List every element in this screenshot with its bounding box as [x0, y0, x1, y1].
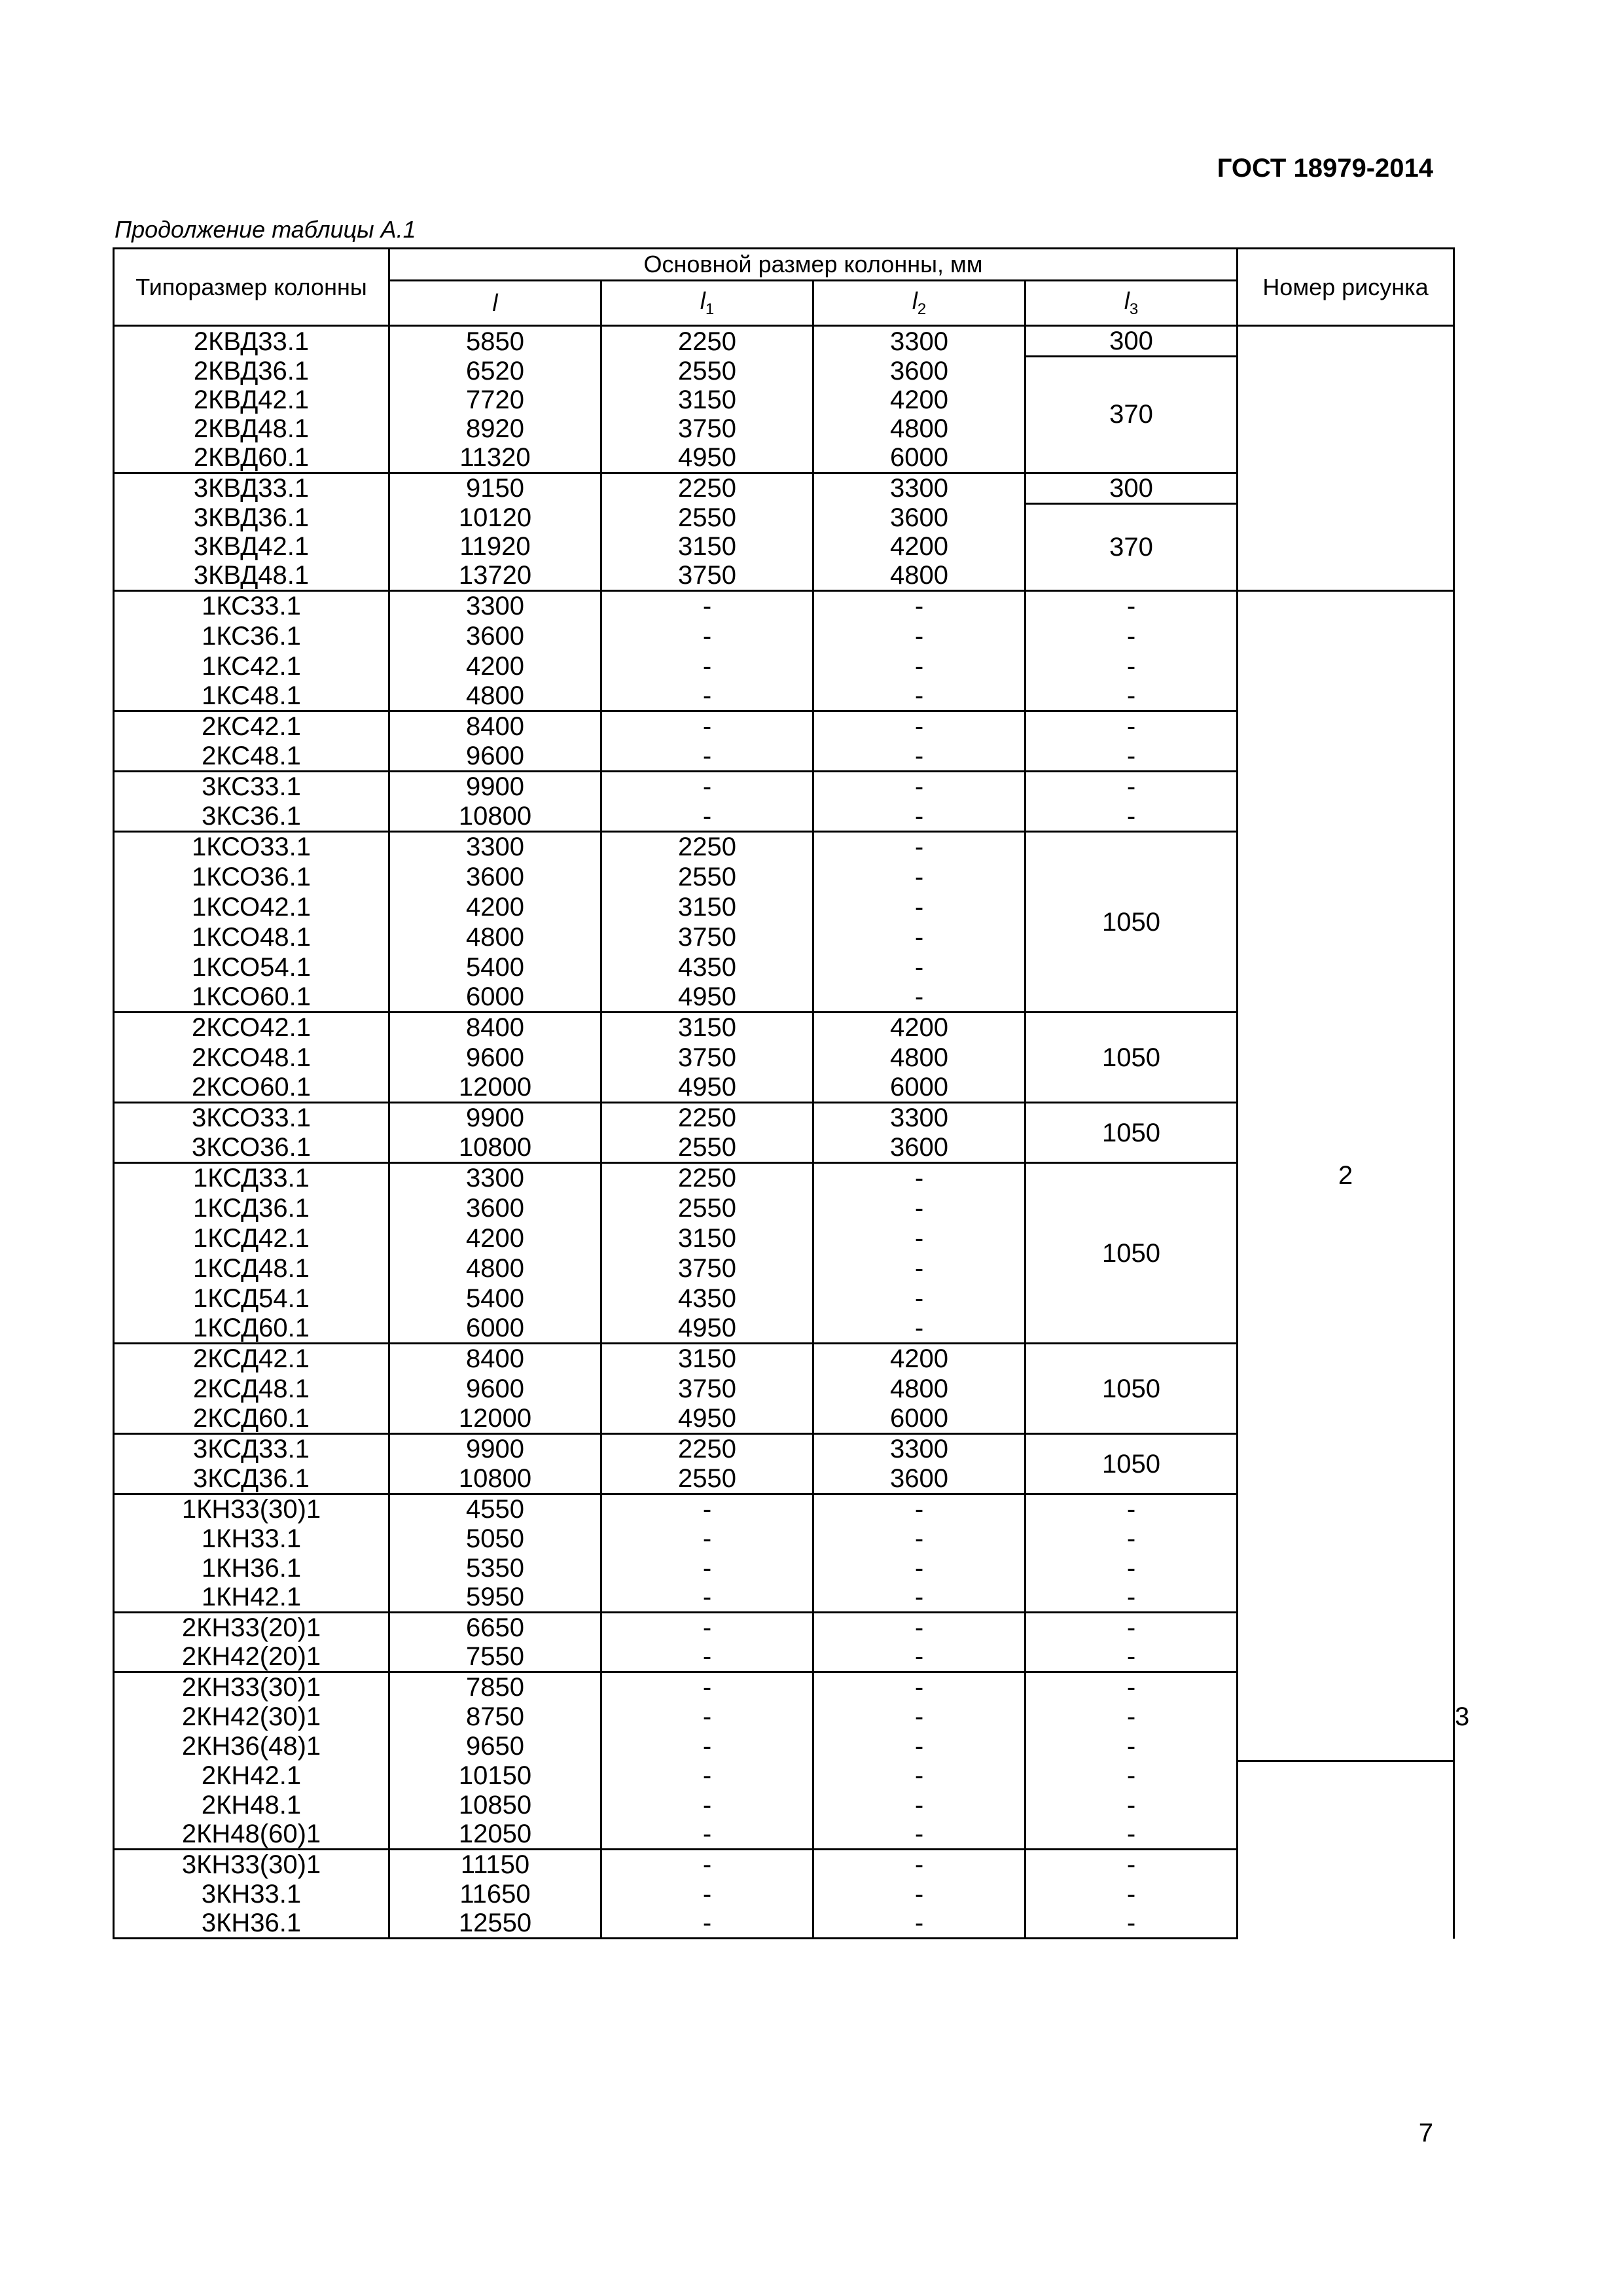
- cell-l1: -: [601, 1702, 813, 1731]
- cell-type: 2КВД60.1: [114, 443, 389, 473]
- cell-l: 10850: [389, 1790, 601, 1820]
- cell-l3: 1050: [1026, 1103, 1238, 1163]
- cell-type: 1КСД54.1: [114, 1283, 389, 1314]
- cell-l2: 4800: [813, 414, 1026, 443]
- cell-l: 3300: [389, 591, 601, 621]
- cell-l: 12550: [389, 1909, 601, 1939]
- cell-l1: -: [601, 742, 813, 772]
- cell-type: 2КСО48.1: [114, 1043, 389, 1073]
- cell-l2: -: [813, 1820, 1026, 1850]
- cell-l1: 3750: [601, 1253, 813, 1283]
- cell-l3: -: [1026, 651, 1238, 681]
- table-caption: Продолжение таблицы А.1: [115, 216, 416, 243]
- cell-type: 3КСД33.1: [114, 1434, 389, 1464]
- cell-l2: -: [813, 1314, 1026, 1344]
- cell-l3: 1050: [1026, 832, 1238, 1013]
- cell-l1: 2250: [601, 473, 813, 503]
- table-row: 1КН33(30)1 4550 - - - 3: [114, 1494, 1454, 1524]
- cell-l3: -: [1026, 711, 1238, 742]
- cell-l1: 4950: [601, 1073, 813, 1103]
- cell-l2: 3300: [813, 1103, 1026, 1133]
- cell-l: 7850: [389, 1672, 601, 1702]
- table-row: [114, 1761, 1454, 1790]
- cell-l2: -: [813, 651, 1026, 681]
- cell-l2: -: [813, 1613, 1026, 1643]
- cell-l1: -: [601, 1524, 813, 1553]
- cell-l1: 4950: [601, 982, 813, 1013]
- cell-l1: 3750: [601, 414, 813, 443]
- cell-type: 2КСД60.1: [114, 1404, 389, 1434]
- cell-l: 11650: [389, 1879, 601, 1909]
- cell-type: 2КН42(30)1: [114, 1702, 389, 1731]
- cell-l: 10800: [389, 1464, 601, 1494]
- cell-l2: -: [813, 1494, 1026, 1524]
- table-row: [114, 1790, 1454, 1820]
- cell-l2: 4200: [813, 1344, 1026, 1374]
- cell-l2: 3600: [813, 1464, 1026, 1494]
- cell-type: 1КСД42.1: [114, 1223, 389, 1253]
- cell-type: 3КС33.1: [114, 772, 389, 802]
- document-code: ГОСТ 18979-2014: [1217, 154, 1433, 183]
- cell-type: 2КВД48.1: [114, 414, 389, 443]
- label-l3: $l_3$: [1124, 287, 1139, 318]
- cell-l3: 1050: [1026, 1344, 1238, 1434]
- cell-l2: 4200: [813, 1013, 1026, 1043]
- cell-l: 12050: [389, 1820, 601, 1850]
- cell-l: 9600: [389, 742, 601, 772]
- cell-l1: 3750: [601, 561, 813, 591]
- cell-l: 8400: [389, 1344, 601, 1374]
- header-main-size: Основной размер колонны, мм: [389, 249, 1238, 281]
- cell-l1: 2250: [601, 1103, 813, 1133]
- cell-l1: -: [601, 1494, 813, 1524]
- cell-l3: -: [1026, 1494, 1238, 1524]
- cell-l3: -: [1026, 1702, 1238, 1731]
- cell-l2: -: [813, 1553, 1026, 1583]
- cell-l2: 4800: [813, 561, 1026, 591]
- cell-l1: 3150: [601, 1013, 813, 1043]
- cell-type: 2КВД42.1: [114, 386, 389, 414]
- cell-l2: -: [813, 711, 1026, 742]
- cell-l2: -: [813, 772, 1026, 802]
- cell-l: 12000: [389, 1404, 601, 1434]
- cell-type: 3КВД33.1: [114, 473, 389, 503]
- cell-l: 9900: [389, 772, 601, 802]
- cell-l3: -: [1026, 1731, 1238, 1761]
- cell-l3: 1050: [1026, 1163, 1238, 1344]
- cell-l: 5350: [389, 1553, 601, 1583]
- header-l2: [813, 281, 1026, 326]
- cell-l2: -: [813, 1672, 1026, 1702]
- cell-l1: 2550: [601, 1133, 813, 1163]
- header-l: [389, 281, 601, 326]
- cell-l3: 370: [1026, 503, 1238, 591]
- cell-l: 9600: [389, 1043, 601, 1073]
- cell-l2: -: [813, 1583, 1026, 1613]
- cell-type: 3КН33(30)1: [114, 1850, 389, 1880]
- cell-l1: 4350: [601, 1283, 813, 1314]
- table-header: [114, 249, 1454, 326]
- cell-l3: -: [1026, 1672, 1238, 1702]
- cell-type: 2КС48.1: [114, 742, 389, 772]
- cell-l: 10120: [389, 503, 601, 532]
- label-l: l: [492, 289, 498, 317]
- cell-l2: 3300: [813, 1434, 1026, 1464]
- cell-l2: -: [813, 621, 1026, 651]
- cell-l: 4550: [389, 1494, 601, 1524]
- cell-l: 3600: [389, 1193, 601, 1223]
- cell-l1: -: [601, 621, 813, 651]
- cell-l1: -: [601, 1613, 813, 1643]
- cell-l1: -: [601, 1909, 813, 1939]
- cell-l2: 6000: [813, 1073, 1026, 1103]
- cell-l: 8400: [389, 711, 601, 742]
- cell-l2: 4200: [813, 386, 1026, 414]
- cell-l3: -: [1026, 1524, 1238, 1553]
- cell-l2: -: [813, 1642, 1026, 1672]
- cell-l1: 2250: [601, 1163, 813, 1193]
- cell-l1: 4950: [601, 1314, 813, 1344]
- cell-l1: 3150: [601, 1223, 813, 1253]
- cell-type: 2КСД42.1: [114, 1344, 389, 1374]
- cell-type: 1КСО36.1: [114, 862, 389, 892]
- cell-l3: -: [1026, 1583, 1238, 1613]
- cell-l1: -: [601, 651, 813, 681]
- cell-l: 8750: [389, 1702, 601, 1731]
- cell-l1: -: [601, 1850, 813, 1880]
- cell-l1: 2550: [601, 862, 813, 892]
- cell-l1: -: [601, 1642, 813, 1672]
- cell-l2: 3600: [813, 1133, 1026, 1163]
- cell-l1: 4950: [601, 1404, 813, 1434]
- label-l1: $l_1$: [700, 287, 715, 318]
- table-row: [114, 591, 1454, 621]
- cell-type: 2КСО60.1: [114, 1073, 389, 1103]
- cell-l2: -: [813, 982, 1026, 1013]
- cell-l: 11920: [389, 532, 601, 561]
- cell-l: 5950: [389, 1583, 601, 1613]
- cell-l1: -: [601, 711, 813, 742]
- cell-l1: -: [601, 591, 813, 621]
- cell-l3: -: [1026, 1879, 1238, 1909]
- cell-l2: 3300: [813, 473, 1026, 503]
- cell-type: 2КН48(60)1: [114, 1820, 389, 1850]
- cell-l1: 2550: [601, 357, 813, 386]
- cell-type: 2КН33(20)1: [114, 1613, 389, 1643]
- cell-l1: -: [601, 1761, 813, 1790]
- cell-l1: -: [601, 1879, 813, 1909]
- cell-l: 9150: [389, 473, 601, 503]
- cell-type: 3КВД36.1: [114, 503, 389, 532]
- cell-type: 1КН36.1: [114, 1553, 389, 1583]
- cell-type: 1КСО54.1: [114, 952, 389, 982]
- cell-l3: -: [1026, 1820, 1238, 1850]
- cell-l1: -: [601, 1583, 813, 1613]
- cell-type: 2КН48.1: [114, 1790, 389, 1820]
- cell-l1: 3750: [601, 922, 813, 952]
- cell-l3: -: [1026, 772, 1238, 802]
- cell-l3: 300: [1026, 326, 1238, 357]
- cell-l2: -: [813, 1524, 1026, 1553]
- cell-l2: 4800: [813, 1374, 1026, 1404]
- cell-l: 12000: [389, 1073, 601, 1103]
- cell-l: 5400: [389, 1283, 601, 1314]
- table-row: [114, 326, 1454, 357]
- cell-l2: -: [813, 922, 1026, 952]
- table-body: [114, 326, 1470, 1939]
- cell-type: 2КН42.1: [114, 1761, 389, 1790]
- cell-l: 4800: [389, 1253, 601, 1283]
- cell-l2: -: [813, 1761, 1026, 1790]
- cell-l: 4200: [389, 1223, 601, 1253]
- cell-type: 3КСО33.1: [114, 1103, 389, 1133]
- cell-l2: -: [813, 1790, 1026, 1820]
- cell-type: 1КСД33.1: [114, 1163, 389, 1193]
- cell-type: 1КН33.1: [114, 1524, 389, 1553]
- cell-l2: 3300: [813, 326, 1026, 357]
- cell-l: 4800: [389, 922, 601, 952]
- cell-l: 9900: [389, 1103, 601, 1133]
- cell-l3: 1050: [1026, 1013, 1238, 1103]
- cell-l2: 3600: [813, 357, 1026, 386]
- cell-type: 2КСО42.1: [114, 1013, 389, 1043]
- cell-type: 1КСО60.1: [114, 982, 389, 1013]
- cell-l3: -: [1026, 1790, 1238, 1820]
- cell-type: 1КСД48.1: [114, 1253, 389, 1283]
- cell-l2: -: [813, 1253, 1026, 1283]
- cell-l3: -: [1026, 1761, 1238, 1790]
- cell-l3: 300: [1026, 473, 1238, 503]
- cell-l1: 2550: [601, 1193, 813, 1223]
- cell-type: 2КН42(20)1: [114, 1642, 389, 1672]
- cell-l: 8400: [389, 1013, 601, 1043]
- cell-l: 9650: [389, 1731, 601, 1761]
- cell-l2: -: [813, 591, 1026, 621]
- cell-l3: -: [1026, 1850, 1238, 1880]
- cell-l1: -: [601, 802, 813, 832]
- cell-type: 1КС48.1: [114, 681, 389, 711]
- cell-l1: -: [601, 681, 813, 711]
- cell-l2: -: [813, 1193, 1026, 1223]
- cell-l: 10800: [389, 1133, 601, 1163]
- cell-l2: -: [813, 802, 1026, 832]
- cell-l2: -: [813, 892, 1026, 922]
- table-row: [114, 1879, 1454, 1909]
- cell-l: 11150: [389, 1850, 601, 1880]
- cell-l2: -: [813, 1163, 1026, 1193]
- cell-l: 6000: [389, 1314, 601, 1344]
- cell-l1: 3150: [601, 1344, 813, 1374]
- cell-l1: 3150: [601, 532, 813, 561]
- cell-l3: -: [1026, 681, 1238, 711]
- cell-l: 7550: [389, 1642, 601, 1672]
- cell-l1: 4350: [601, 952, 813, 982]
- cell-type: 1КН42.1: [114, 1583, 389, 1613]
- cell-l: 3600: [389, 621, 601, 651]
- cell-l: 6000: [389, 982, 601, 1013]
- cell-l1: 3150: [601, 892, 813, 922]
- cell-l2: -: [813, 1731, 1026, 1761]
- cell-l2: 6000: [813, 443, 1026, 473]
- cell-l1: -: [601, 1731, 813, 1761]
- cell-type: 1КСО42.1: [114, 892, 389, 922]
- cell-l1: -: [601, 1672, 813, 1702]
- cell-l2: 3600: [813, 503, 1026, 532]
- table-row: [114, 1850, 1454, 1880]
- cell-type: 1КСО48.1: [114, 922, 389, 952]
- cell-l1: 2550: [601, 1464, 813, 1494]
- cell-l2: -: [813, 1879, 1026, 1909]
- column-size-table: [113, 247, 1470, 1939]
- cell-type: 3КС36.1: [114, 802, 389, 832]
- cell-type: 2КВД36.1: [114, 357, 389, 386]
- cell-l: 3300: [389, 1163, 601, 1193]
- cell-l: 3300: [389, 832, 601, 862]
- header-l3: [1026, 281, 1238, 326]
- cell-l: 9900: [389, 1434, 601, 1464]
- cell-figure: 2: [1238, 591, 1454, 1761]
- label-l2: $l_2$: [912, 287, 927, 318]
- cell-l: 11320: [389, 443, 601, 473]
- header-type: Типоразмер колонны: [114, 249, 389, 326]
- cell-l2: -: [813, 1283, 1026, 1314]
- cell-l: 10150: [389, 1761, 601, 1790]
- cell-l1: 2250: [601, 1434, 813, 1464]
- cell-l3: -: [1026, 1642, 1238, 1672]
- cell-l1: 3750: [601, 1374, 813, 1404]
- cell-l: 5850: [389, 326, 601, 357]
- cell-l2: -: [813, 862, 1026, 892]
- cell-type: 3КН33.1: [114, 1879, 389, 1909]
- cell-l2: 6000: [813, 1404, 1026, 1434]
- cell-l: 6650: [389, 1613, 601, 1643]
- cell-l3: -: [1026, 621, 1238, 651]
- cell-l3: -: [1026, 1613, 1238, 1643]
- cell-type: 1КС42.1: [114, 651, 389, 681]
- cell-l2: -: [813, 1909, 1026, 1939]
- cell-l1: -: [601, 1553, 813, 1583]
- cell-type: 2КН36(48)1: [114, 1731, 389, 1761]
- table-row: [114, 1820, 1454, 1850]
- cell-type: 1КСД36.1: [114, 1193, 389, 1223]
- cell-l: 4800: [389, 681, 601, 711]
- cell-l: 10800: [389, 802, 601, 832]
- cell-l2: 4200: [813, 532, 1026, 561]
- page-number: 7: [1418, 2119, 1433, 2147]
- cell-l3: 1050: [1026, 1434, 1238, 1494]
- cell-type: 2КСД48.1: [114, 1374, 389, 1404]
- cell-figure: [1238, 326, 1454, 591]
- cell-l3: 370: [1026, 357, 1238, 473]
- cell-type: 1КС36.1: [114, 621, 389, 651]
- cell-l: 13720: [389, 561, 601, 591]
- cell-l: 5400: [389, 952, 601, 982]
- cell-l1: 3750: [601, 1043, 813, 1073]
- cell-l: 4200: [389, 651, 601, 681]
- cell-l: 7720: [389, 386, 601, 414]
- cell-l: 4200: [389, 892, 601, 922]
- cell-l1: 2550: [601, 503, 813, 532]
- cell-l1: 2250: [601, 832, 813, 862]
- cell-type: 2КН33(30)1: [114, 1672, 389, 1702]
- cell-l: 3600: [389, 862, 601, 892]
- cell-l1: 4950: [601, 443, 813, 473]
- cell-l3: -: [1026, 802, 1238, 832]
- cell-l: 9600: [389, 1374, 601, 1404]
- cell-type: 2КВД33.1: [114, 326, 389, 357]
- cell-l1: -: [601, 772, 813, 802]
- cell-type: 1КН33(30)1: [114, 1494, 389, 1524]
- cell-l1: -: [601, 1820, 813, 1850]
- cell-l: 6520: [389, 357, 601, 386]
- cell-l1: -: [601, 1790, 813, 1820]
- cell-l2: -: [813, 1850, 1026, 1880]
- cell-l3: -: [1026, 591, 1238, 621]
- cell-l2: -: [813, 742, 1026, 772]
- cell-l: 5050: [389, 1524, 601, 1553]
- cell-l2: -: [813, 832, 1026, 862]
- cell-l2: -: [813, 1223, 1026, 1253]
- cell-type: 2КС42.1: [114, 711, 389, 742]
- cell-l3: -: [1026, 1909, 1238, 1939]
- cell-type: 1КС33.1: [114, 591, 389, 621]
- cell-type: 3КН36.1: [114, 1909, 389, 1939]
- cell-l3: -: [1026, 742, 1238, 772]
- cell-l2: -: [813, 681, 1026, 711]
- cell-l2: 4800: [813, 1043, 1026, 1073]
- cell-type: 1КСО33.1: [114, 832, 389, 862]
- cell-type: 3КВД42.1: [114, 532, 389, 561]
- cell-l2: -: [813, 952, 1026, 982]
- cell-l2: -: [813, 1702, 1026, 1731]
- cell-l1: 3150: [601, 386, 813, 414]
- cell-l: 8920: [389, 414, 601, 443]
- header-figure: Номер рисунка: [1238, 249, 1454, 326]
- header-l1: [601, 281, 813, 326]
- cell-l3: -: [1026, 1553, 1238, 1583]
- table-row: [114, 1909, 1454, 1939]
- cell-type: 3КСО36.1: [114, 1133, 389, 1163]
- cell-type: 1КСД60.1: [114, 1314, 389, 1344]
- cell-type: 3КСД36.1: [114, 1464, 389, 1494]
- cell-l1: 2250: [601, 326, 813, 357]
- cell-type: 3КВД48.1: [114, 561, 389, 591]
